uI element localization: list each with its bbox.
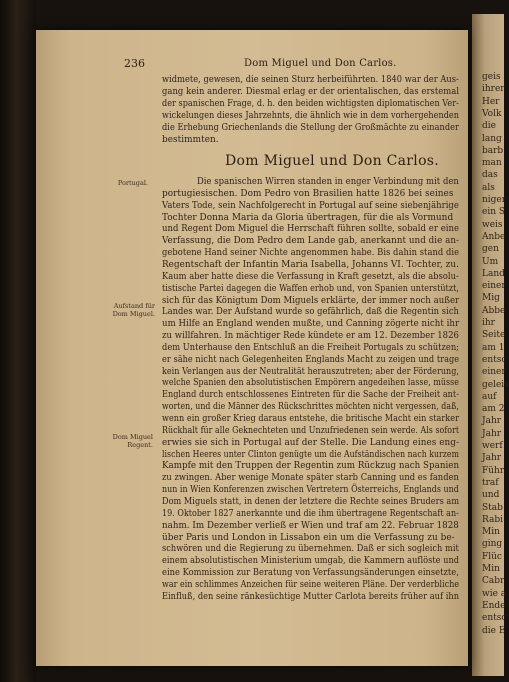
- text-line: um Hilfe an England wenden mußte, und Canning zögerte nicht ihr: [162, 319, 460, 330]
- adjacent-page-fragment: Ende: [482, 600, 506, 611]
- adjacent-page-edge: [472, 14, 509, 676]
- adjacent-page-fragment: Mig: [482, 293, 500, 304]
- text-line: eine Kommission zur Beratung von Verfassungsänderungen einsetzte,: [162, 568, 459, 579]
- text-line: bestimmten.: [162, 134, 219, 145]
- adjacent-page-fragment: das: [482, 170, 498, 181]
- text-line: zu willfahren. In mächtiger Rede kündete er am 12. Dezember 1826: [162, 331, 459, 342]
- text-line: er sähe nicht nach Gelegenheiten Englands Macht zu zeigen und trage: [162, 354, 460, 365]
- text-line: 19. Oktober 1827 anerkannte und die ihm übertragene Regentschaft an-: [162, 508, 459, 519]
- margin-note-regent: [105, 434, 153, 449]
- text-line: worten, und die Männer des Rückschrittes möchten nicht vergessen, daß,: [162, 402, 459, 413]
- adjacent-page-fragment: man: [482, 158, 502, 169]
- text-line: sich für das Königtum Dom Miguels erklärte, der immer noch außer: [162, 295, 460, 306]
- text-line: dem Unterhause den Entschluß an die Freiheit Portugals zu schützen;: [162, 342, 460, 353]
- adjacent-page-fragment: am 1: [482, 342, 505, 353]
- text-line: wenn ein großer Krieg daraus entstehe, die britische Macht ein starker: [162, 414, 460, 424]
- adjacent-page-fragment: ging: [482, 539, 503, 550]
- text-line: und Regent Dom Miguel die Herrschaft führen sollte, sobald er eine: [162, 224, 460, 235]
- text-line: Regentschaft der Infantin Maria Isabella, Johanns VI. Tochter, zu.: [162, 259, 459, 270]
- adjacent-page-fragment: ein S: [482, 207, 506, 218]
- adjacent-page-fragment: Seite: [482, 330, 506, 341]
- adjacent-page-fragment: niger: [482, 195, 507, 205]
- text-line: widmete, gewesen, die seinen Sturz herbeiführten. 1840 war der Aus-: [162, 75, 459, 85]
- running-title: Dom Miguel und Don Carlos.: [244, 58, 397, 69]
- text-line: Verfassung, die Dom Pedro dem Lande gab, anerkannt und die an-: [162, 236, 460, 247]
- adjacent-page-fragment: Min: [482, 564, 500, 574]
- adjacent-page-fragment: Jahr: [482, 453, 502, 464]
- adjacent-page-fragment: Cabr: [482, 576, 505, 587]
- adjacent-page-fragment: Jahr: [482, 416, 502, 427]
- adjacent-page-fragment: Führ: [482, 465, 505, 476]
- adjacent-page-fragment: Flüc: [482, 551, 502, 562]
- margin-note-line: Regent.: [127, 440, 153, 449]
- margin-note-line: Dom Miguel: [112, 433, 153, 441]
- adjacent-page-fragment: die E: [482, 625, 506, 636]
- text-line: Landes war. Der Aufstand wurde so gefährlich, daß die Regentin sich: [162, 307, 459, 318]
- adjacent-page-fragment: ihr: [482, 318, 495, 328]
- adjacent-page-fragment: am 2: [482, 404, 505, 415]
- text-line: nahm. Im Dezember verließ er Wien und traf am 22. Februar 1828: [162, 520, 459, 531]
- book-gutter: [0, 0, 36, 682]
- adjacent-page-fragment: Rabi: [482, 514, 503, 525]
- text-line: England durch entschlossenes Eintreten für die Sache der Freiheit ant-: [162, 390, 460, 401]
- text-line: Die spanischen Wirren standen in enger Verbindung mit den: [197, 177, 459, 187]
- margin-note-aufstand: [107, 303, 155, 318]
- text-line: war ein schlimmes Anzeichen für seine weiteren Pläne. Der verderbliche: [162, 579, 460, 590]
- text-line: portugiesischen. Dom Pedro von Brasilien hatte 1826 bei seines: [162, 188, 454, 199]
- adjacent-page-fragment: geleis: [482, 379, 509, 390]
- adjacent-page-fragment: weis: [482, 219, 503, 230]
- adjacent-page-fragment: entsc: [482, 354, 507, 365]
- text-line: Kampfe mit den Truppen der Regentin zum Rückzug nach Spanien: [162, 461, 460, 472]
- text-line: schwören und die Regierung zu übernehmen. Daß er sich sogleich mit: [162, 544, 459, 555]
- adjacent-page-fragment: Anbe: [482, 231, 506, 242]
- adjacent-page-fragment: barb: [482, 145, 504, 156]
- text-line: zu zwingen. Aber wenige Monate später starb Canning und es fanden: [162, 473, 459, 484]
- text-line: Kaum aber hatte diese die Verfassung in Kraft gesetzt, als die absolu-: [162, 271, 459, 282]
- text-line: wickelungen dieses Jahrzehnts, die ähnlich wie in dem vorhergehenden: [162, 110, 459, 121]
- text-line: tistische Partei dagegen die Waffen erhob und, von Spanien unterstützt,: [162, 283, 459, 294]
- text-line: lischen Heeres unter Clinton genügte um die Aufständischen nach kurzem: [162, 449, 459, 460]
- adjacent-page-fragment: Land: [482, 268, 505, 279]
- adjacent-page-fragment: entsc: [482, 613, 507, 624]
- adjacent-page-fragment: Stab: [482, 502, 503, 513]
- text-line: Dom Miguels statt, in denen der letztere die Rechte seines Bruders am: [162, 496, 460, 507]
- adjacent-page-fragment: wie a: [482, 588, 507, 599]
- adjacent-page-fragment: Her: [482, 96, 500, 107]
- adjacent-page-fragment: gen: [482, 244, 499, 255]
- adjacent-page-fragment: als: [482, 182, 495, 193]
- adjacent-page-fragment: ihrer: [482, 84, 505, 95]
- page-number: 236: [124, 57, 145, 70]
- adjacent-page-fragment: Volk: [482, 108, 502, 119]
- text-line: Tochter Donna Maria da Gloria übertragen, für die als Vormund: [162, 212, 454, 223]
- text-line: erwies sie sich in Portugal auf der Stelle. Die Landung eines eng-: [162, 437, 460, 448]
- text-line: gebotene Hand seiner Nichte angenommen habe. Bis dahin stand die: [162, 248, 460, 259]
- adjacent-page-fragment: Um: [482, 256, 499, 267]
- text-line: die Erhebung Griechenlands die Stellung der Großmächte zu einander: [162, 122, 459, 133]
- adjacent-page-fragment: Jahr: [482, 428, 502, 439]
- text-line: über Paris und London in Lissabon ein um die Verfassung zu be-: [162, 532, 455, 543]
- adjacent-page-fragment: einer: [482, 281, 506, 292]
- margin-note-line: Aufstand für: [113, 302, 155, 310]
- text-line: einem absolutistischen Ministerium umgab, die Kammern auflöste und: [162, 556, 460, 567]
- margin-note-text: Portugal.: [117, 179, 148, 187]
- text-line: der spanischen Frage, d. h. den beiden wichtigsten diplomatischen Ver-: [162, 98, 459, 109]
- text-line: kein Verlangen aus der Neutralität herauszutreten; aber der Förderung,: [162, 366, 460, 377]
- adjacent-page-fragment: geis: [482, 72, 501, 82]
- adjacent-page-fragment: traf: [482, 477, 499, 488]
- adjacent-page-fragment: lang: [482, 133, 502, 144]
- adjacent-page-fragment: und: [482, 490, 500, 501]
- text-line: Einfluß, den seine ränkesüchtige Mutter Carlota bereits früher auf ihn: [162, 591, 460, 602]
- text-line: gang kein anderer. Diesmal erlag er der orientalischen, das erstemal: [162, 86, 460, 97]
- adjacent-page-fragment: die: [482, 121, 496, 132]
- margin-note-line: Dom Miguel.: [112, 309, 155, 318]
- margin-note-portugal: [100, 180, 148, 188]
- text-line: Vaters Tode, sein Nachfolgerecht in Portugal auf seine siebenjährige: [162, 200, 459, 211]
- adjacent-page-fragment: auf: [482, 391, 497, 402]
- section-title: Dom Miguel und Don Carlos.: [225, 153, 440, 169]
- text-line: nun in Wien Konferenzen zwischen Vertretern Österreichs, Englands und: [162, 485, 459, 496]
- text-line: welche Spanien den absolutistischen Empörern angedeihen lasse, müsse: [162, 378, 459, 389]
- adjacent-page-fragment: werf: [482, 441, 503, 451]
- adjacent-page-fragment: Abbe: [482, 305, 506, 316]
- adjacent-page-fragment: Min: [482, 527, 500, 538]
- adjacent-page-fragment: einer: [482, 367, 506, 378]
- text-line: Rückhalt für alle Geknechteten und Unzufriedenen sein werde. Als sofort: [162, 425, 460, 436]
